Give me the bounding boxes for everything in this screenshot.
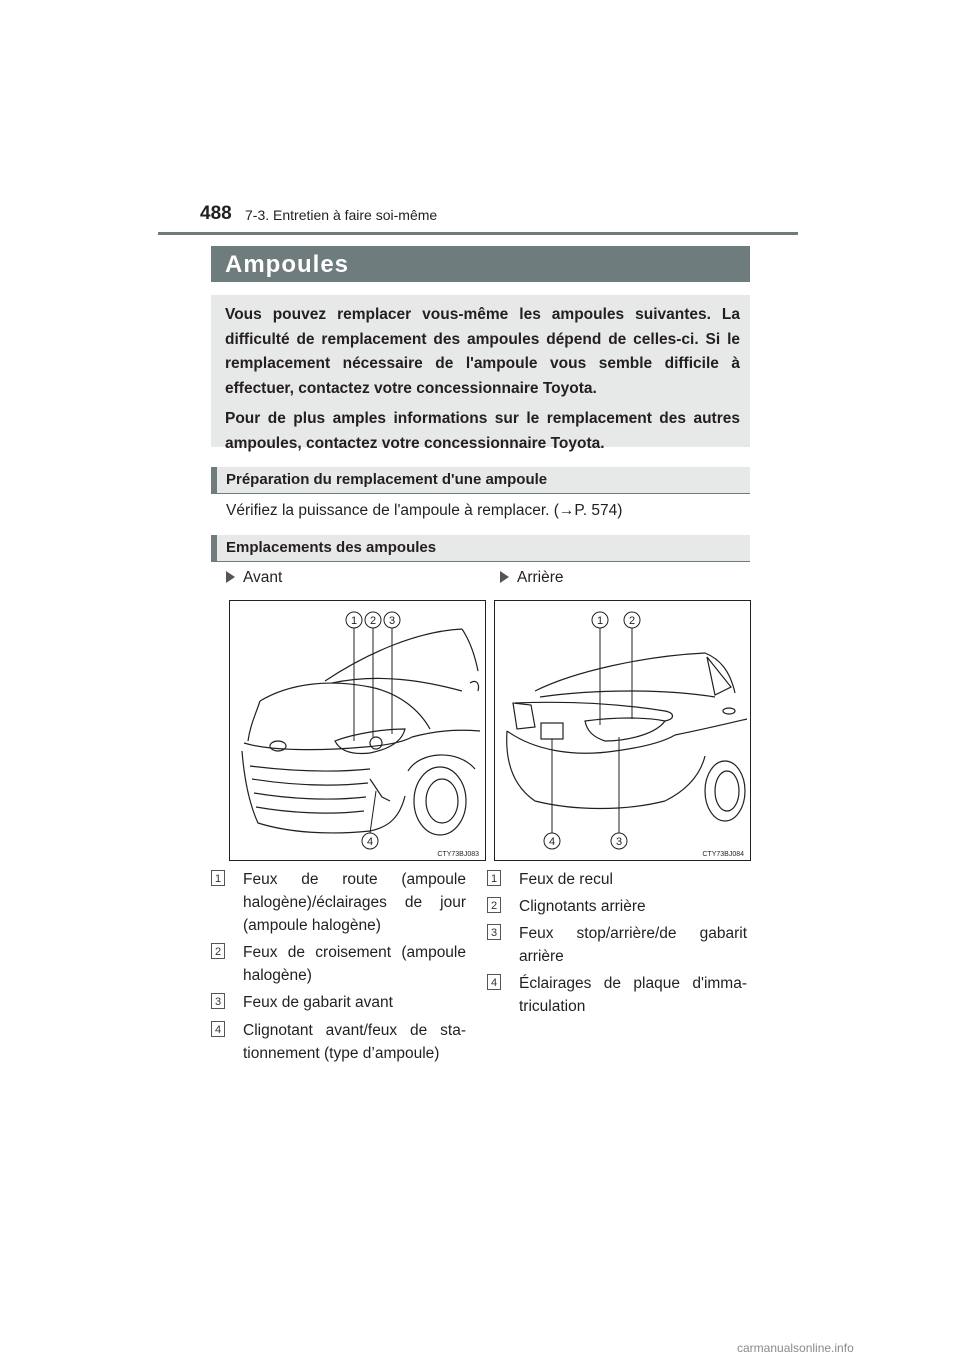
triangle-bullet-icon [226,571,235,583]
legend-number: 3 [211,993,225,1009]
legend-number: 4 [211,1021,225,1037]
legend-number: 1 [211,870,225,886]
front-legend-item [211,1019,466,1067]
intro-paragraph-2: Pour de plus amples informations sur le remplacement des autres ampoules, contactez votre concessionnaire Toyota. [225,410,740,452]
rear-callout-3: 3 [615,836,623,848]
legend-number: 4 [487,974,501,990]
front-legend-item [211,991,466,1015]
legend-number: 2 [211,943,225,959]
rear-car-drawing [495,601,750,860]
front-callout-4: 4 [366,836,374,848]
rear-callout-2: 2 [628,615,636,627]
legend-number: 3 [487,924,501,940]
rear-label [500,569,564,587]
front-car-illustration [229,600,486,861]
rear-legend-item [487,895,749,919]
legend-text: Feux de croisement (ampoule halogène) [243,944,466,984]
legend-text: Éclairages de plaque d'imma-triculation [519,975,747,1015]
legend-text: Clignotants arrière [519,898,646,915]
rear-callout-1: 1 [596,615,604,627]
rear-car-illustration [494,600,751,861]
rear-legend-item [487,922,749,970]
watermark: carmanualsonline.info [737,1341,854,1355]
front-legend-item [211,941,466,989]
rear-callout-4: 4 [548,836,556,848]
subheading-preparation [211,467,750,494]
section-title-bar [211,246,750,282]
legend-text: Feux stop/arrière/de gabarit arrière [519,925,747,965]
legend-number: 1 [487,870,501,886]
subheading-locations-label: Emplacements des ampoules [226,539,437,556]
chapter-title: 7-3. Entretien à faire soi-même [245,207,438,223]
page-number: 488 [200,203,232,224]
legend-text: Feux de route (ampoule halogène)/éclairages de jour (ampoule halogène) [243,871,466,934]
front-car-drawing [230,601,485,860]
front-callout-1: 1 [350,615,358,627]
front-figure-code: CTY73BJ083 [437,851,479,858]
triangle-bullet-icon [500,571,509,583]
rear-legend-item [487,972,749,1020]
intro-paragraph-1: Vous pouvez remplacer vous-même les ampoules suivantes. La difficulté de remplacement des ampoules dépend de celles-ci. Si le remplacement nécessaire de l'ampoule vous semble difficile à effectuer, contactez votre concessionnaire Toyota. [225,306,740,397]
legend-number: 2 [487,897,501,913]
preparation-text: Vérifiez la puissance de l'ampoule à remplacer. (→P. 574) [226,502,623,519]
rear-label-text: Arrière [517,569,564,586]
subheading-preparation-label: Préparation du remplacement d'une ampoule [226,471,548,488]
front-label-text: Avant [243,569,283,586]
rear-figure-code: CTY73BJ084 [702,851,744,858]
legend-text: Feux de recul [519,871,613,888]
legend-text: Clignotant avant/feux de sta-tionnement (type d’ampoule) [243,1022,466,1062]
header-divider [158,232,798,235]
front-label [226,569,282,587]
rear-legend-item [487,868,749,892]
subheading-locations [211,535,750,562]
page-title: Ampoules [225,251,350,278]
intro-box [211,295,750,452]
legend-text: Feux de gabarit avant [243,994,393,1011]
front-callout-2: 2 [369,615,377,627]
front-legend-item [211,868,466,938]
front-callout-3: 3 [388,615,396,627]
